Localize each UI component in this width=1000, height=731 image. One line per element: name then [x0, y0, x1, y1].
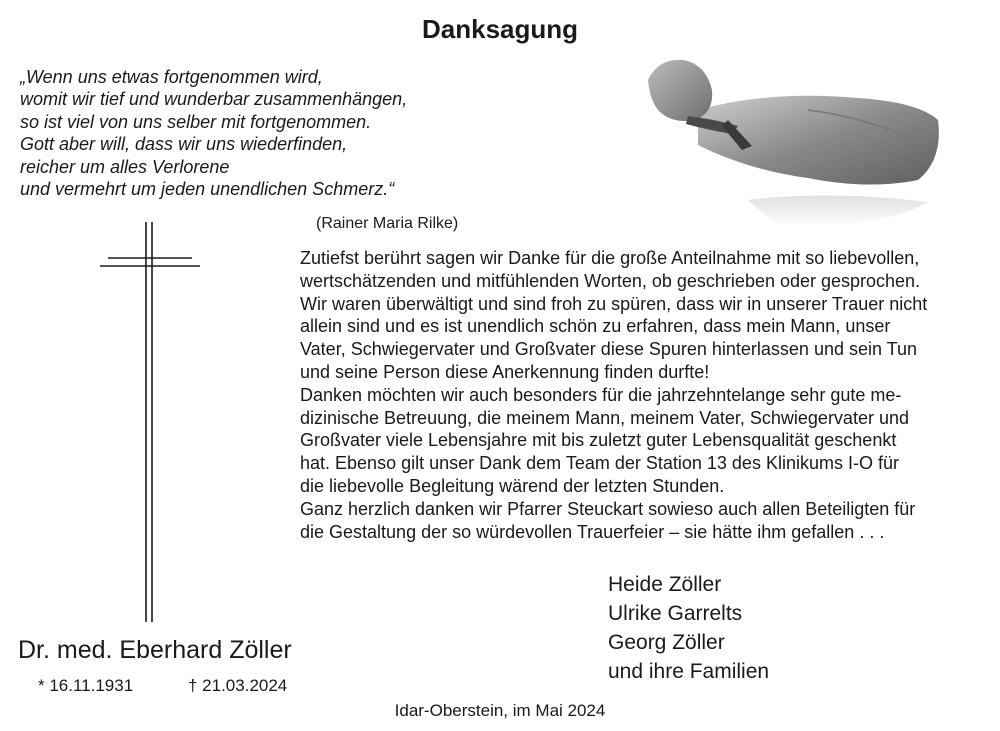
body-line: und seine Person diese Anerkennung finden durfte! — [300, 361, 710, 382]
quote-line: und vermehrt um jeden unendlichen Schmerz.“ — [20, 179, 395, 200]
thanks-text — [300, 247, 927, 543]
body-line: Danken möchten wir auch besonders für die jahrzehntelange sehr gute me- — [300, 384, 902, 405]
signers-list — [608, 570, 769, 686]
page-title: Danksagung — [421, 14, 579, 44]
signer: Ulrike Garrelts — [608, 602, 743, 625]
quote-line: Gott aber will, dass wir uns wiederfinden, — [20, 134, 348, 155]
signer: Georg Zöller — [608, 631, 725, 654]
birth-date: * 16.11.1931 — [38, 676, 134, 695]
body-line: Vater, Schwiegervater und Großvater diese Spuren hinterlassen und sein Tun — [300, 339, 918, 360]
angel-sculpture-image — [628, 50, 948, 240]
body-line: allein sind und es ist unendlich schön zu erfahren, dass mein Mann, unser — [300, 316, 891, 337]
quote-line: „Wenn uns etwas fortgenommen wird, — [20, 67, 323, 87]
body-line: hat. Ebenso gilt unser Dank dem Team der Station 13 des Klinikums I-O für — [300, 453, 899, 474]
place-date: Idar-Oberstein, im Mai 2024 — [394, 701, 606, 720]
body-line: Wir waren überwältigt und sind froh zu spüren, dass wir in unserer Trauer nicht — [300, 293, 928, 314]
signer: und ihre Familien — [608, 660, 770, 683]
body-line: die liebevolle Begleitung wärend der letzten Stunden. — [300, 475, 725, 496]
body-line: Ganz herzlich danken wir Pfarrer Steuckart sowieso auch allen Beteiligten für — [300, 498, 916, 519]
body-line: Zutiefst berührt sagen wir Danke für die große Anteilnahme mit so liebevollen, — [300, 248, 920, 268]
quote-block — [20, 66, 407, 200]
signer: Heide Zöller — [608, 573, 722, 596]
quote-line: womit wir tief und wunderbar zusammenhängen, — [20, 89, 408, 110]
death-date: † 21.03.2024 — [188, 676, 288, 695]
quote-line: reicher um alles Verlorene — [20, 156, 230, 177]
deceased-name: Dr. med. Eberhard Zöller — [18, 636, 292, 664]
quote-attribution: (Rainer Maria Rilke) — [316, 215, 459, 232]
cross-icon — [100, 222, 202, 624]
body-line: die Gestaltung der so würdevollen Trauerfeier – sie hätte ihm gefallen . . . — [300, 521, 885, 542]
body-line: Großvater viele Lebensjahre mit bis zuletzt guter Lebensqualität geschenkt — [300, 430, 897, 451]
quote-line: so ist viel von uns selber mit fortgenommen. — [20, 111, 372, 132]
body-line: wertschätzenden und mitfühlenden Worten, ob geschrieben oder gesprochen. — [300, 270, 921, 291]
body-line: dizinische Betreuung, die meinem Mann, meinem Vater, Schwiegervater und — [300, 407, 909, 428]
